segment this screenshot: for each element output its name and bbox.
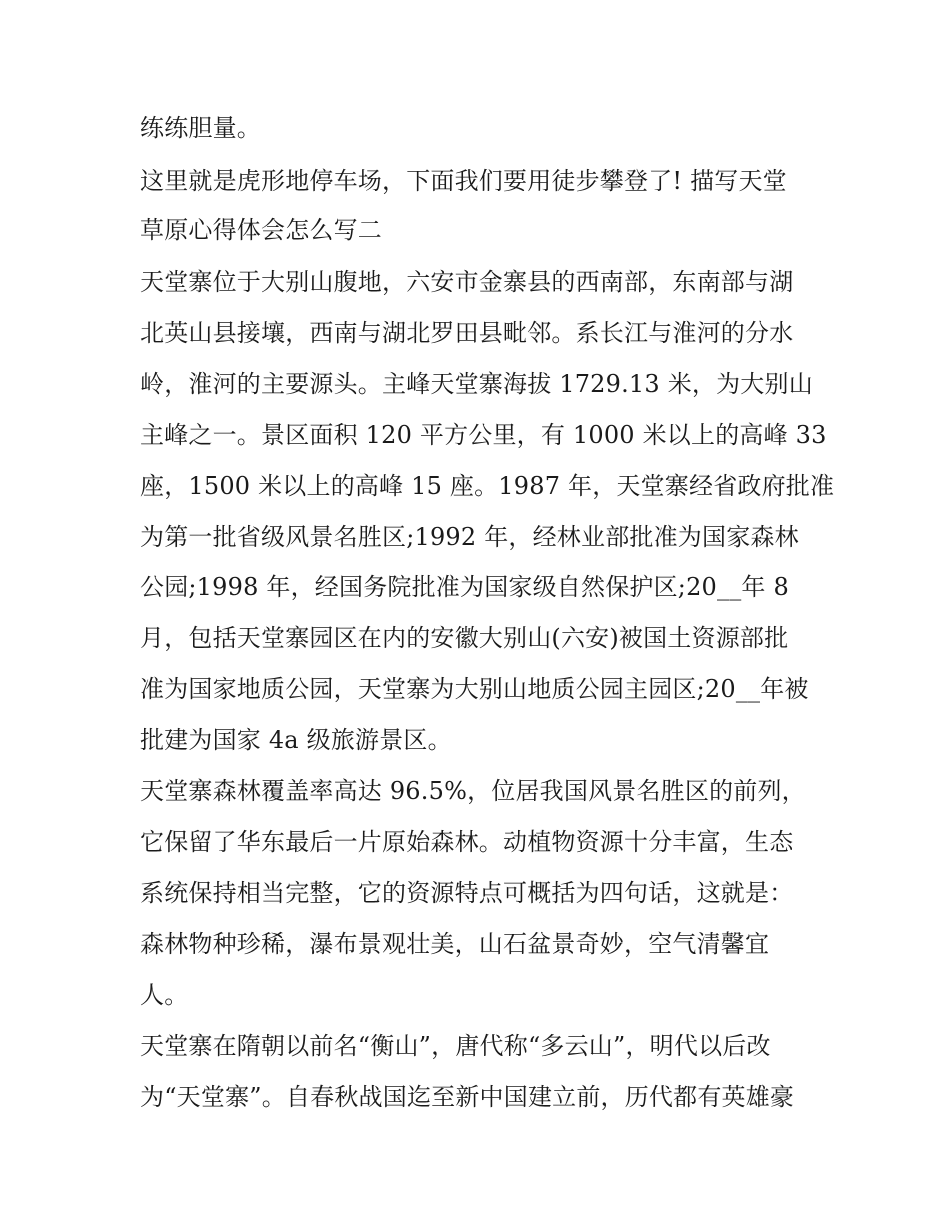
text-line: 这里就是虎形地停车场，下面我们要用徒步攀登了! 描写天堂 [140,167,787,195]
text-line: 主峰之一。景区面积 120 平方公里，有 1000 米以上的高峰 33 [140,421,827,449]
text-line: 系统保持相当完整，它的资源特点可概括为四句话，这就是： [140,879,794,907]
text-line: 练练胆量。 [140,114,261,142]
text-line: 人。 [140,981,189,1009]
text-line: 天堂寨位于大别山腹地，六安市金寨县的西南部，东南部与湖 [140,268,794,296]
text-line: 天堂寨在隋朝以前名“衡山”，唐代称“多云山”，明代以后改 [140,1032,771,1060]
text-line: 森林物种珍稀，瀑布景观壮美，山石盆景奇妙，空气清馨宜 [140,930,770,958]
text-line: 岭，淮河的主要源头。主峰天堂寨海拔 1729.13 米，为大别山 [140,370,813,398]
text-line: 它保留了华东最后一片原始森林。动植物资源十分丰富，生态 [140,828,794,856]
text-line: 批建为国家 4a 级旅游景区。 [140,726,452,754]
text-line: 北英山县接壤，西南与湖北罗田县毗邻。系长江与淮河的分水 [140,319,794,347]
text-line: 月，包括天堂寨园区在内的安徽大别山(六安)被国土资源部批 [140,624,789,652]
text-line: 天堂寨森林覆盖率高达 96.5%，位居我国风景名胜区的前列， [140,777,806,805]
text-line: 准为国家地质公园，天堂寨为大别山地质公园主园区;20__年被 [140,675,809,703]
text-line: 座，1500 米以上的高峰 15 座。1987 年，天堂寨经省政府批准 [140,472,835,500]
text-line: 公园;1998 年，经国务院批准为国家级自然保护区;20__年 8 [140,573,789,601]
text-line: 为“天堂寨”。自春秋战国迄至新中国建立前，历代都有英雄豪 [140,1083,795,1111]
text-line: 草原心得体会怎么写二 [140,216,382,244]
text-line: 为第一批省级风景名胜区;1992 年，经林业部批准为国家森林 [140,523,799,551]
